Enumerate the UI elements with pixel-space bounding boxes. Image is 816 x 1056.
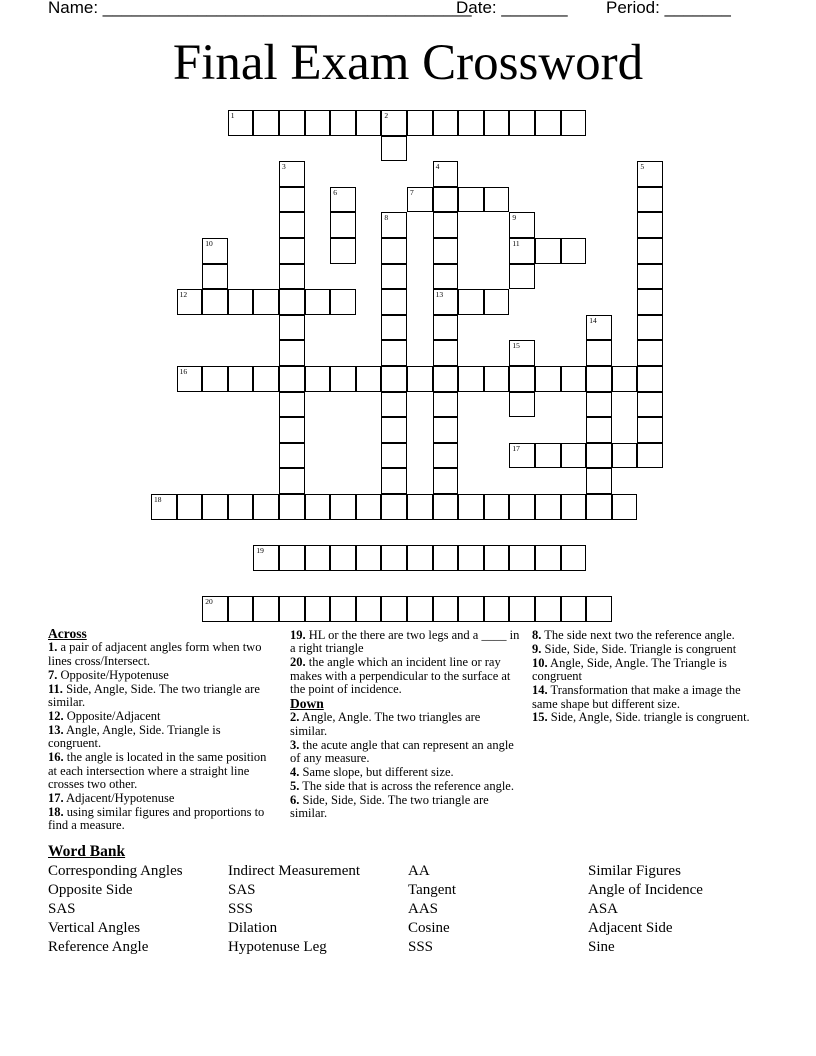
crossword-cell[interactable] [509, 494, 535, 520]
crossword-cell[interactable] [586, 443, 612, 469]
clue-number: 12 [179, 290, 188, 300]
crossword-cell[interactable] [509, 596, 535, 622]
crossword-cell[interactable] [151, 494, 177, 520]
clue-item [48, 751, 273, 791]
clue-item [290, 780, 520, 793]
crossword-cell[interactable] [637, 187, 663, 213]
crossword-cell[interactable] [586, 315, 612, 341]
crossword-cell[interactable] [279, 238, 305, 264]
clue-number: 14 [589, 315, 597, 325]
clue-item [48, 683, 273, 710]
crossword-cell[interactable] [433, 596, 459, 622]
crossword-cell[interactable] [177, 289, 203, 315]
crossword-cell[interactable] [433, 443, 459, 469]
clue-number-label: 13. [48, 722, 64, 737]
crossword-cell[interactable] [484, 187, 510, 213]
crossword-cell[interactable] [407, 366, 433, 392]
clue-item [290, 739, 520, 766]
clue-item [290, 794, 520, 821]
crossword-cell[interactable] [330, 545, 356, 571]
clue-item [48, 710, 273, 723]
crossword-cell[interactable] [586, 340, 612, 366]
crossword-cell[interactable] [509, 443, 535, 469]
crossword-cell[interactable] [381, 289, 407, 315]
crossword-cell[interactable] [381, 366, 407, 392]
crossword-cell[interactable] [586, 468, 612, 494]
clues-column-3 [532, 629, 764, 725]
crossword-cell[interactable] [381, 238, 407, 264]
crossword-cell[interactable] [202, 289, 228, 315]
crossword-cell[interactable] [228, 366, 254, 392]
crossword-cell[interactable] [433, 187, 459, 213]
crossword-cell[interactable] [305, 545, 331, 571]
crossword-cell[interactable] [381, 443, 407, 469]
clue-item [532, 657, 764, 684]
crossword-cell[interactable] [458, 545, 484, 571]
crossword-cell[interactable] [637, 392, 663, 418]
clue-text: Opposite/Adjacent [63, 708, 161, 723]
date-field[interactable]: Date: _______ [456, 0, 568, 17]
period-field[interactable]: Period: _______ [606, 0, 731, 17]
clue-number: 18 [154, 495, 162, 504]
word-bank-entry: SAS [48, 901, 76, 917]
crossword-cell[interactable] [535, 596, 561, 622]
crossword-cell[interactable] [381, 212, 407, 238]
crossword-cell[interactable] [433, 392, 459, 418]
crossword-cell[interactable] [433, 545, 459, 571]
crossword-cell[interactable] [381, 315, 407, 341]
crossword-cell[interactable] [637, 366, 663, 392]
crossword-cell[interactable] [202, 596, 228, 622]
crossword-cell[interactable] [356, 366, 382, 392]
clue-text: Transformation that make a image the same shape but different size. [532, 683, 741, 711]
clue-text: Angle, Angle. The two triangles are similar. [290, 710, 481, 738]
crossword-cell[interactable] [637, 161, 663, 187]
crossword-cell[interactable] [484, 545, 510, 571]
clue-text: HL or the there are two legs and a ____ in a right triangle [290, 628, 520, 656]
clue-text: Side, Angle, Side. triangle is congruent. [547, 710, 750, 725]
crossword-cell[interactable] [330, 289, 356, 315]
clue-text: the acute angle that can represent an angle of any measure. [290, 737, 514, 766]
clue-number-label: 14. [532, 683, 548, 698]
crossword-cell[interactable] [509, 110, 535, 136]
word-bank-entry: Similar Figures [588, 863, 681, 879]
crossword-cell[interactable] [381, 340, 407, 366]
clue-text: a pair of adjacent angles form when two lines cross/Intersect. [48, 640, 262, 668]
crossword-cell[interactable] [535, 443, 561, 469]
crossword-cell[interactable] [458, 110, 484, 136]
crossword-cell[interactable] [509, 392, 535, 418]
crossword-cell[interactable] [637, 238, 663, 264]
word-bank-entry: Reference Angle [48, 939, 149, 955]
clue-number: 2 [384, 111, 389, 120]
crossword-cell[interactable] [458, 366, 484, 392]
clue-number-label: 20. [290, 655, 306, 670]
clue-number: 6 [333, 187, 337, 197]
crossword-cell[interactable] [253, 596, 279, 622]
crossword-cell[interactable] [330, 238, 356, 264]
crossword-cell[interactable] [381, 494, 407, 520]
clue-text: Same slope, but different size. [299, 765, 454, 780]
clue-number-label: 3. [290, 737, 300, 752]
crossword-cell[interactable] [586, 596, 612, 622]
crossword-cell[interactable] [586, 417, 612, 443]
clue-number: 17 [512, 443, 520, 453]
clue-number-label: 17. [48, 790, 64, 805]
crossword-cell[interactable] [381, 392, 407, 418]
clue-text: the angle is located in the same position at each intersection where a straight line crosses two other. [48, 750, 267, 791]
crossword-cell[interactable] [509, 340, 535, 366]
crossword-cell[interactable] [484, 289, 510, 315]
clue-text: using similar figures and proportions to find a measure. [48, 804, 265, 833]
clue-number: 19 [256, 546, 264, 556]
clue-number: 15 [512, 341, 520, 351]
clue-item [532, 711, 764, 724]
crossword-cell[interactable] [305, 289, 331, 315]
crossword-cell[interactable] [458, 187, 484, 213]
word-bank-entry: Cosine [408, 920, 450, 936]
crossword-cell[interactable] [330, 366, 356, 392]
clue-text: Side, Angle, Side. The two triangle are similar. [48, 681, 260, 710]
crossword-cell[interactable] [228, 494, 254, 520]
crossword-cell[interactable] [279, 315, 305, 341]
crossword-cell[interactable] [202, 238, 228, 264]
crossword-cell[interactable] [330, 187, 356, 213]
crossword-cell[interactable] [407, 494, 433, 520]
crossword-cell[interactable] [535, 110, 561, 136]
clue-number: 11 [512, 239, 520, 248]
crossword-cell[interactable] [586, 494, 612, 520]
crossword-cell[interactable] [433, 366, 459, 392]
crossword-cell[interactable] [561, 110, 587, 136]
crossword-cell[interactable] [279, 545, 305, 571]
word-bank-entry: Opposite Side [48, 882, 133, 898]
crossword-cell[interactable] [381, 264, 407, 290]
clue-text: The side that is across the reference angle. [299, 778, 514, 793]
crossword-cell[interactable] [433, 161, 459, 187]
clue-item [290, 629, 520, 656]
crossword-cell[interactable] [433, 340, 459, 366]
word-bank-column [408, 862, 588, 957]
crossword-cell[interactable] [407, 187, 433, 213]
crossword-cell[interactable] [484, 110, 510, 136]
crossword-cell[interactable] [305, 494, 331, 520]
word-bank-entry: Corresponding Angles [48, 863, 183, 879]
clue-text: the angle which an incident line or ray makes with a perpendicular to the surface at the point of incidence. [290, 655, 511, 697]
clue-number-label: 16. [48, 750, 64, 765]
word-bank-column [48, 862, 228, 957]
word-bank-entry: Sine [588, 939, 615, 955]
crossword-cell[interactable] [177, 494, 203, 520]
crossword-cell[interactable] [433, 238, 459, 264]
crossword-cell[interactable] [279, 468, 305, 494]
crossword-cell[interactable] [433, 494, 459, 520]
clue-item [290, 656, 520, 696]
crossword-cell[interactable] [279, 264, 305, 290]
crossword-cell[interactable] [356, 494, 382, 520]
crossword-cell[interactable] [330, 212, 356, 238]
crossword-cell[interactable] [228, 289, 254, 315]
crossword-cell[interactable] [458, 596, 484, 622]
clue-number-label: 19. [290, 628, 306, 642]
clue-number-label: 2. [290, 710, 300, 725]
crossword-cell[interactable] [177, 366, 203, 392]
crossword-cell[interactable] [509, 545, 535, 571]
clue-item [48, 724, 273, 751]
crossword-cell[interactable] [253, 494, 279, 520]
clue-text: Adjacent/Hypotenuse [63, 790, 175, 805]
crossword-cell[interactable] [356, 110, 382, 136]
crossword-cell[interactable] [458, 289, 484, 315]
word-bank-entry: SSS [228, 901, 254, 917]
crossword-cell[interactable] [279, 187, 305, 213]
crossword-cell[interactable] [330, 494, 356, 520]
crossword-cell[interactable] [637, 212, 663, 238]
crossword-cell[interactable] [279, 417, 305, 443]
crossword-cell[interactable] [509, 264, 535, 290]
word-bank-title: Word Bank [48, 843, 126, 860]
crossword-cell[interactable] [586, 392, 612, 418]
crossword-cell[interactable] [279, 289, 305, 315]
clue-number-label: 6. [290, 792, 300, 807]
crossword-cell[interactable] [407, 110, 433, 136]
crossword-cell[interactable] [433, 212, 459, 238]
word-bank-column [228, 862, 408, 957]
crossword-cell[interactable] [407, 596, 433, 622]
crossword-cell[interactable] [561, 366, 587, 392]
clue-item [48, 641, 273, 668]
clue-number: 1 [230, 111, 235, 120]
clue-number: 13 [435, 290, 444, 300]
word-bank-column [588, 862, 768, 957]
crossword-cell[interactable] [637, 417, 663, 443]
clue-number-label: 15. [532, 710, 548, 725]
crossword-cell[interactable] [407, 545, 433, 571]
clues-column-2 [290, 629, 520, 821]
crossword-cell[interactable] [279, 212, 305, 238]
clue-number-label: 7. [48, 667, 58, 682]
clue-item [532, 684, 764, 711]
crossword-cell[interactable] [535, 545, 561, 571]
clue-item [48, 792, 273, 805]
crossword-cell[interactable] [484, 366, 510, 392]
word-bank-entry: Adjacent Side [588, 920, 673, 936]
crossword-cell[interactable] [279, 340, 305, 366]
word-bank-entry: Hypotenuse Leg [228, 939, 327, 955]
down-clue-list [290, 711, 520, 820]
crossword-cell[interactable] [279, 366, 305, 392]
clue-number: 16 [179, 367, 188, 376]
crossword-cell[interactable] [279, 110, 305, 136]
clue-text: Angle, Angle, Side. Triangle is congruent. [48, 722, 221, 751]
clue-text: Opposite/Hypotenuse [57, 667, 169, 682]
crossword-cell[interactable] [253, 366, 279, 392]
crossword-cell[interactable] [356, 545, 382, 571]
clue-number: 5 [640, 162, 645, 172]
clue-number-label: 5. [290, 778, 300, 793]
crossword-cell[interactable] [433, 468, 459, 494]
clue-number-label: 8. [532, 628, 542, 642]
crossword-cell[interactable] [356, 596, 382, 622]
word-bank-entry: SAS [228, 882, 256, 898]
clue-item [532, 629, 764, 642]
crossword-cell[interactable] [305, 110, 331, 136]
crossword-cell[interactable] [561, 545, 587, 571]
crossword-cell[interactable] [637, 289, 663, 315]
crossword-cell[interactable] [381, 110, 407, 136]
page-title: Final Exam Crossword [172, 35, 644, 91]
down-clue-list-continued [532, 629, 764, 725]
crossword-cell[interactable] [612, 366, 638, 392]
clue-text: Side, Side, Side. Triangle is congruent [541, 641, 737, 656]
word-bank-entry: Indirect Measurement [228, 863, 361, 879]
clue-number: 10 [205, 239, 213, 248]
crossword-cell[interactable] [637, 315, 663, 341]
crossword-cell[interactable] [509, 238, 535, 264]
crossword-cell[interactable] [637, 340, 663, 366]
clue-number: 7 [410, 187, 414, 197]
crossword-cell[interactable] [484, 494, 510, 520]
crossword-cell[interactable] [381, 417, 407, 443]
crossword-cell[interactable] [381, 596, 407, 622]
clue-number: 9 [512, 213, 517, 223]
crossword-cell[interactable] [253, 110, 279, 136]
clue-text: The side next two the reference angle. [541, 628, 735, 642]
crossword-cell[interactable] [433, 289, 459, 315]
clue-number-label: 9. [532, 641, 542, 656]
crossword-cell[interactable] [253, 545, 279, 571]
clue-number: 3 [282, 162, 286, 172]
crossword-cell[interactable] [509, 366, 535, 392]
word-bank-entry: Vertical Angles [48, 920, 141, 936]
crossword-cell[interactable] [433, 315, 459, 341]
crossword-cell[interactable] [228, 596, 254, 622]
crossword-cell[interactable] [535, 494, 561, 520]
crossword-cell[interactable] [433, 264, 459, 290]
clue-number-label: 11. [48, 681, 63, 696]
clue-number-label: 18. [48, 804, 64, 819]
crossword-cell[interactable] [279, 443, 305, 469]
crossword-cell[interactable] [637, 264, 663, 290]
clue-number: 4 [435, 162, 440, 172]
crossword-cell[interactable] [612, 494, 638, 520]
clue-item [290, 711, 520, 738]
word-bank-entry: ASA [588, 901, 619, 917]
clue-item [48, 669, 273, 682]
crossword-cell[interactable] [484, 596, 510, 622]
crossword-cell[interactable] [202, 264, 228, 290]
clue-number: 8 [384, 213, 389, 223]
crossword-cell[interactable] [535, 238, 561, 264]
crossword-cell[interactable] [637, 443, 663, 469]
crossword-cell[interactable] [381, 468, 407, 494]
across-heading: Across [48, 626, 87, 641]
crossword-cell[interactable] [561, 596, 587, 622]
crossword-cell[interactable] [330, 596, 356, 622]
crossword-cell[interactable] [535, 366, 561, 392]
clue-number: 20 [205, 597, 213, 607]
clue-item [290, 766, 520, 779]
crossword-cell[interactable] [279, 596, 305, 622]
crossword-cell[interactable] [433, 110, 459, 136]
clue-number-label: 12. [48, 708, 64, 723]
crossword-cell[interactable] [612, 443, 638, 469]
crossword-cell[interactable] [305, 366, 331, 392]
crossword-cell[interactable] [561, 494, 587, 520]
clues-column-1 [48, 627, 273, 833]
crossword-cell[interactable] [433, 417, 459, 443]
clue-item [532, 643, 764, 656]
clue-number-label: 10. [532, 655, 548, 670]
crossword-cell[interactable] [228, 110, 254, 136]
crossword-cell[interactable] [279, 494, 305, 520]
crossword-cell[interactable] [202, 366, 228, 392]
crossword-cell[interactable] [509, 212, 535, 238]
crossword-cell[interactable] [381, 136, 407, 162]
crossword-cell[interactable] [561, 443, 587, 469]
clue-text: Angle, Side, Angle. The Triangle is congruent [532, 655, 727, 684]
crossword-cell[interactable] [561, 238, 587, 264]
down-heading: Down [290, 696, 324, 712]
clue-number-label: 1. [48, 640, 58, 655]
crossword-cell[interactable] [381, 545, 407, 571]
word-bank-entry: AA [408, 863, 430, 879]
crossword-cell[interactable] [305, 596, 331, 622]
crossword-cell[interactable] [330, 110, 356, 136]
word-bank-entry: Tangent [408, 882, 457, 898]
crossword-cell[interactable] [202, 494, 228, 520]
crossword-cell[interactable] [279, 161, 305, 187]
across-clue-list-continued [290, 629, 520, 697]
word-bank-entry: Dilation [228, 920, 278, 936]
crossword-cell[interactable] [253, 289, 279, 315]
clue-number-label: 4. [290, 765, 300, 780]
word-bank-entry: Angle of Incidence [588, 882, 703, 898]
clue-text: Side, Side, Side. The two triangle are similar. [290, 792, 489, 821]
crossword-cell[interactable] [586, 366, 612, 392]
crossword-cell[interactable] [279, 392, 305, 418]
clue-item [48, 806, 273, 833]
word-bank-entry: SSS [408, 939, 434, 955]
across-clue-list [48, 641, 273, 832]
crossword-cell[interactable] [458, 494, 484, 520]
word-bank-entry: AAS [408, 901, 439, 917]
name-field[interactable]: Name: _______________________________________ [48, 0, 472, 17]
